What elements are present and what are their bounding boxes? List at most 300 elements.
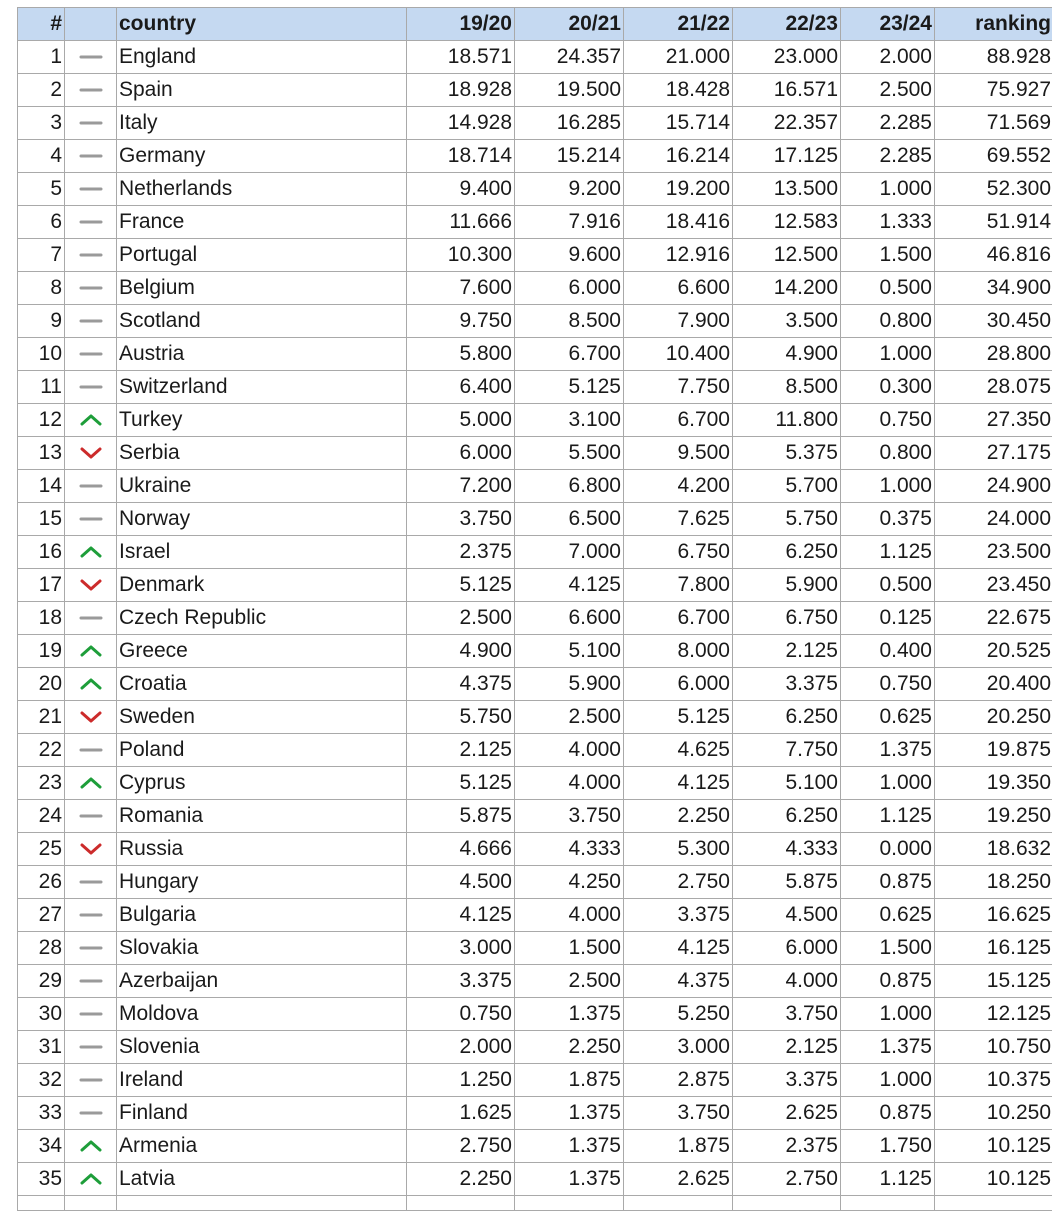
season-23-24-cell: 1.000 (841, 1064, 935, 1097)
season-23-24-cell: 1.500 (841, 239, 935, 272)
ranking-total-cell: 10.375 (935, 1064, 1052, 1097)
country-cell: Austria (117, 338, 407, 371)
season-22-23-cell: 12.583 (733, 206, 841, 239)
column-header-season-20-21[interactable]: 20/21 (515, 8, 624, 41)
season-19-20-cell: 1.625 (407, 1097, 515, 1130)
country-cell: Israel (117, 536, 407, 569)
season-19-20-cell: 5.800 (407, 338, 515, 371)
trend-cell (65, 569, 117, 602)
country-cell: Italy (117, 107, 407, 140)
trend-up-icon (79, 676, 103, 692)
trend-cell (65, 140, 117, 173)
position-cell: 23 (18, 767, 65, 800)
position-cell: 32 (18, 1064, 65, 1097)
season-20-21-cell: 15.214 (515, 140, 624, 173)
trend-same-icon (79, 742, 103, 758)
season-21-22-cell: 9.500 (624, 437, 733, 470)
trend-cell (65, 1163, 117, 1196)
season-21-22-cell: 6.600 (624, 272, 733, 305)
season-19-20-cell: 4.125 (407, 899, 515, 932)
season-20-21-cell: 6.800 (515, 470, 624, 503)
season-23-24-cell: 2.500 (841, 74, 935, 107)
season-20-21-cell: 3.750 (515, 800, 624, 833)
trend-up-icon (79, 544, 103, 560)
season-20-21-cell: 4.250 (515, 866, 624, 899)
season-21-22-cell: 6.700 (624, 602, 733, 635)
ranking-total-cell: 88.928 (935, 41, 1052, 74)
ranking-total-cell: 20.250 (935, 701, 1052, 734)
table-row[interactable] (18, 173, 1052, 206)
table-row[interactable] (18, 239, 1052, 272)
position-cell: 9 (18, 305, 65, 338)
trend-down-icon (79, 709, 103, 725)
uefa-country-ranking-table (17, 7, 1052, 1211)
ranking-total-cell: 27.350 (935, 404, 1052, 437)
column-header-trend[interactable] (65, 8, 117, 41)
country-cell: Serbia (117, 437, 407, 470)
season-22-23-cell: 8.500 (733, 371, 841, 404)
season-22-23-cell: 17.125 (733, 140, 841, 173)
table-row-partial (18, 1196, 1052, 1211)
season-23-24-cell: 1.000 (841, 338, 935, 371)
country-cell: Switzerland (117, 371, 407, 404)
season-22-23-cell: 2.375 (733, 1130, 841, 1163)
season-22-23-cell: 2.625 (733, 1097, 841, 1130)
table-row[interactable] (18, 1163, 1052, 1196)
season-19-20-cell: 14.928 (407, 107, 515, 140)
position-cell: 17 (18, 569, 65, 602)
ranking-total-cell: 71.569 (935, 107, 1052, 140)
season-20-21-cell: 6.500 (515, 503, 624, 536)
season-23-24-cell: 1.375 (841, 734, 935, 767)
season-21-22-cell: 16.214 (624, 140, 733, 173)
country-cell: Bulgaria (117, 899, 407, 932)
season-20-21-cell: 6.600 (515, 602, 624, 635)
season-22-23-cell: 12.500 (733, 239, 841, 272)
trend-same-icon (79, 940, 103, 956)
season-19-20-cell: 7.200 (407, 470, 515, 503)
position-cell: 1 (18, 41, 65, 74)
table-row[interactable] (18, 998, 1052, 1031)
country-cell: Finland (117, 1097, 407, 1130)
season-23-24-cell: 0.500 (841, 272, 935, 305)
season-23-24-cell: 0.875 (841, 1097, 935, 1130)
season-22-23-cell: 3.500 (733, 305, 841, 338)
table-row[interactable] (18, 140, 1052, 173)
season-22-23-cell: 2.750 (733, 1163, 841, 1196)
season-19-20-cell: 7.600 (407, 272, 515, 305)
country-cell: Germany (117, 140, 407, 173)
trend-cell (65, 602, 117, 635)
season-22-23-cell: 5.700 (733, 470, 841, 503)
season-21-22-cell: 7.900 (624, 305, 733, 338)
season-23-24-cell: 1.125 (841, 536, 935, 569)
trend-cell (65, 1064, 117, 1097)
table-row[interactable] (18, 404, 1052, 437)
season-20-21-cell: 2.500 (515, 965, 624, 998)
season-20-21-cell: 1.875 (515, 1064, 624, 1097)
position-cell: 19 (18, 635, 65, 668)
season-21-22-cell: 2.750 (624, 866, 733, 899)
season-21-22-cell: 3.000 (624, 1031, 733, 1064)
table-row[interactable] (18, 1130, 1052, 1163)
season-19-20-cell: 5.125 (407, 569, 515, 602)
season-22-23-cell: 4.500 (733, 899, 841, 932)
ranking-total-cell: 18.250 (935, 866, 1052, 899)
column-header-season-19-20[interactable]: 19/20 (407, 8, 515, 41)
season-20-21-cell: 3.100 (515, 404, 624, 437)
country-cell: Denmark (117, 569, 407, 602)
empty-cell (407, 1196, 515, 1211)
table-row[interactable] (18, 503, 1052, 536)
season-22-23-cell: 3.750 (733, 998, 841, 1031)
country-cell: Spain (117, 74, 407, 107)
season-20-21-cell: 4.000 (515, 734, 624, 767)
trend-same-icon (79, 610, 103, 626)
season-19-20-cell: 4.375 (407, 668, 515, 701)
column-header-season-21-22[interactable]: 21/22 (624, 8, 733, 41)
trend-cell (65, 503, 117, 536)
season-21-22-cell: 7.800 (624, 569, 733, 602)
trend-cell (65, 998, 117, 1031)
season-21-22-cell: 21.000 (624, 41, 733, 74)
season-21-22-cell: 7.625 (624, 503, 733, 536)
position-cell: 22 (18, 734, 65, 767)
season-23-24-cell: 2.285 (841, 140, 935, 173)
table-row[interactable] (18, 602, 1052, 635)
country-cell: Ukraine (117, 470, 407, 503)
season-22-23-cell: 22.357 (733, 107, 841, 140)
trend-down-icon (79, 577, 103, 593)
country-cell: Slovenia (117, 1031, 407, 1064)
trend-cell (65, 965, 117, 998)
season-20-21-cell: 9.600 (515, 239, 624, 272)
table-row[interactable] (18, 965, 1052, 998)
season-19-20-cell: 5.000 (407, 404, 515, 437)
season-20-21-cell: 7.916 (515, 206, 624, 239)
season-19-20-cell: 9.400 (407, 173, 515, 206)
position-cell: 4 (18, 140, 65, 173)
country-cell: Norway (117, 503, 407, 536)
season-20-21-cell: 1.500 (515, 932, 624, 965)
country-cell: Cyprus (117, 767, 407, 800)
trend-cell (65, 239, 117, 272)
position-cell: 15 (18, 503, 65, 536)
season-21-22-cell: 5.250 (624, 998, 733, 1031)
season-21-22-cell: 6.700 (624, 404, 733, 437)
season-19-20-cell: 3.750 (407, 503, 515, 536)
column-header-ranking[interactable]: ranking (935, 8, 1052, 41)
season-22-23-cell: 4.900 (733, 338, 841, 371)
country-cell: France (117, 206, 407, 239)
season-19-20-cell: 2.000 (407, 1031, 515, 1064)
season-22-23-cell: 6.250 (733, 800, 841, 833)
season-21-22-cell: 12.916 (624, 239, 733, 272)
season-22-23-cell: 5.900 (733, 569, 841, 602)
season-22-23-cell: 6.750 (733, 602, 841, 635)
ranking-total-cell: 34.900 (935, 272, 1052, 305)
ranking-total-cell: 46.816 (935, 239, 1052, 272)
trend-same-icon (79, 907, 103, 923)
country-cell: Croatia (117, 668, 407, 701)
table-row[interactable] (18, 206, 1052, 239)
ranking-total-cell: 10.750 (935, 1031, 1052, 1064)
position-cell: 26 (18, 866, 65, 899)
table-row[interactable] (18, 371, 1052, 404)
table-row[interactable] (18, 1097, 1052, 1130)
table-row[interactable] (18, 668, 1052, 701)
ranking-total-cell: 12.125 (935, 998, 1052, 1031)
position-cell: 7 (18, 239, 65, 272)
column-header-position[interactable]: # (18, 8, 65, 41)
trend-same-icon (79, 1006, 103, 1022)
trend-cell (65, 536, 117, 569)
position-cell: 34 (18, 1130, 65, 1163)
season-19-20-cell: 2.500 (407, 602, 515, 635)
season-23-24-cell: 0.125 (841, 602, 935, 635)
column-header-season-22-23[interactable]: 22/23 (733, 8, 841, 41)
ranking-total-cell: 75.927 (935, 74, 1052, 107)
season-22-23-cell: 23.000 (733, 41, 841, 74)
season-22-23-cell: 2.125 (733, 1031, 841, 1064)
season-19-20-cell: 5.125 (407, 767, 515, 800)
ranking-total-cell: 52.300 (935, 173, 1052, 206)
season-19-20-cell: 5.875 (407, 800, 515, 833)
season-21-22-cell: 8.000 (624, 635, 733, 668)
season-20-21-cell: 6.000 (515, 272, 624, 305)
column-header-season-23-24[interactable]: 23/24 (841, 8, 935, 41)
season-20-21-cell: 5.100 (515, 635, 624, 668)
season-21-22-cell: 1.875 (624, 1130, 733, 1163)
season-23-24-cell: 1.375 (841, 1031, 935, 1064)
ranking-total-cell: 10.125 (935, 1130, 1052, 1163)
season-20-21-cell: 7.000 (515, 536, 624, 569)
country-cell: Netherlands (117, 173, 407, 206)
season-21-22-cell: 10.400 (624, 338, 733, 371)
position-cell: 25 (18, 833, 65, 866)
table-row[interactable] (18, 536, 1052, 569)
trend-up-icon (79, 775, 103, 791)
empty-cell (841, 1196, 935, 1211)
country-cell: England (117, 41, 407, 74)
position-cell: 3 (18, 107, 65, 140)
ranking-total-cell: 19.875 (935, 734, 1052, 767)
season-19-20-cell: 2.375 (407, 536, 515, 569)
table-row[interactable] (18, 767, 1052, 800)
table-row[interactable] (18, 338, 1052, 371)
table-row[interactable] (18, 734, 1052, 767)
season-20-21-cell: 1.375 (515, 1130, 624, 1163)
trend-same-icon (79, 280, 103, 296)
trend-same-icon (79, 874, 103, 890)
table-row[interactable] (18, 899, 1052, 932)
trend-same-icon (79, 1039, 103, 1055)
season-20-21-cell: 5.125 (515, 371, 624, 404)
country-cell: Czech Republic (117, 602, 407, 635)
season-23-24-cell: 0.300 (841, 371, 935, 404)
empty-cell (18, 1196, 65, 1211)
ranking-total-cell: 15.125 (935, 965, 1052, 998)
trend-cell (65, 107, 117, 140)
position-cell: 11 (18, 371, 65, 404)
ranking-total-cell: 23.450 (935, 569, 1052, 602)
position-cell: 20 (18, 668, 65, 701)
position-cell: 30 (18, 998, 65, 1031)
trend-cell (65, 1097, 117, 1130)
table-row[interactable] (18, 701, 1052, 734)
season-21-22-cell: 4.625 (624, 734, 733, 767)
table-row[interactable] (18, 437, 1052, 470)
trend-up-icon (79, 412, 103, 428)
country-cell: Azerbaijan (117, 965, 407, 998)
trend-same-icon (79, 82, 103, 98)
ranking-total-cell: 19.350 (935, 767, 1052, 800)
season-22-23-cell: 4.333 (733, 833, 841, 866)
country-cell: Moldova (117, 998, 407, 1031)
season-20-21-cell: 5.900 (515, 668, 624, 701)
season-21-22-cell: 18.416 (624, 206, 733, 239)
trend-same-icon (79, 808, 103, 824)
season-21-22-cell: 3.375 (624, 899, 733, 932)
table-row[interactable] (18, 833, 1052, 866)
trend-cell (65, 866, 117, 899)
trend-cell (65, 932, 117, 965)
country-cell: Romania (117, 800, 407, 833)
season-20-21-cell: 16.285 (515, 107, 624, 140)
country-cell: Slovakia (117, 932, 407, 965)
season-23-24-cell: 0.875 (841, 866, 935, 899)
trend-cell (65, 767, 117, 800)
position-cell: 31 (18, 1031, 65, 1064)
season-21-22-cell: 2.625 (624, 1163, 733, 1196)
season-19-20-cell: 2.750 (407, 1130, 515, 1163)
ranking-total-cell: 22.675 (935, 602, 1052, 635)
table-row[interactable] (18, 305, 1052, 338)
trend-same-icon (79, 379, 103, 395)
trend-same-icon (79, 247, 103, 263)
country-cell: Sweden (117, 701, 407, 734)
season-20-21-cell: 24.357 (515, 41, 624, 74)
season-21-22-cell: 4.125 (624, 767, 733, 800)
table-row[interactable] (18, 107, 1052, 140)
table-row[interactable] (18, 1031, 1052, 1064)
season-22-23-cell: 4.000 (733, 965, 841, 998)
trend-cell (65, 437, 117, 470)
season-23-24-cell: 1.125 (841, 800, 935, 833)
season-19-20-cell: 6.000 (407, 437, 515, 470)
position-cell: 2 (18, 74, 65, 107)
season-21-22-cell: 6.750 (624, 536, 733, 569)
season-22-23-cell: 7.750 (733, 734, 841, 767)
position-cell: 35 (18, 1163, 65, 1196)
season-21-22-cell: 7.750 (624, 371, 733, 404)
season-22-23-cell: 3.375 (733, 668, 841, 701)
season-23-24-cell: 0.800 (841, 437, 935, 470)
position-cell: 8 (18, 272, 65, 305)
position-cell: 6 (18, 206, 65, 239)
season-23-24-cell: 1.500 (841, 932, 935, 965)
position-cell: 13 (18, 437, 65, 470)
season-19-20-cell: 4.666 (407, 833, 515, 866)
country-cell: Armenia (117, 1130, 407, 1163)
header-row (18, 8, 1052, 41)
table-row[interactable] (18, 932, 1052, 965)
trend-cell (65, 668, 117, 701)
trend-same-icon (79, 1105, 103, 1121)
country-cell: Portugal (117, 239, 407, 272)
position-cell: 29 (18, 965, 65, 998)
table-row[interactable] (18, 569, 1052, 602)
season-19-20-cell: 0.750 (407, 998, 515, 1031)
ranking-total-cell: 28.075 (935, 371, 1052, 404)
season-23-24-cell: 0.750 (841, 668, 935, 701)
table-row[interactable] (18, 800, 1052, 833)
season-22-23-cell: 11.800 (733, 404, 841, 437)
season-23-24-cell: 1.750 (841, 1130, 935, 1163)
column-header-country[interactable]: country (117, 8, 407, 41)
table-row[interactable] (18, 635, 1052, 668)
empty-cell (117, 1196, 407, 1211)
trend-same-icon (79, 181, 103, 197)
empty-cell (624, 1196, 733, 1211)
season-23-24-cell: 0.400 (841, 635, 935, 668)
season-21-22-cell: 18.428 (624, 74, 733, 107)
position-cell: 33 (18, 1097, 65, 1130)
season-20-21-cell: 1.375 (515, 1097, 624, 1130)
ranking-total-cell: 19.250 (935, 800, 1052, 833)
season-22-23-cell: 6.250 (733, 536, 841, 569)
trend-cell (65, 833, 117, 866)
season-20-21-cell: 5.500 (515, 437, 624, 470)
table-row[interactable] (18, 41, 1052, 74)
trend-up-icon (79, 643, 103, 659)
season-19-20-cell: 2.125 (407, 734, 515, 767)
season-23-24-cell: 0.500 (841, 569, 935, 602)
ranking-total-cell: 23.500 (935, 536, 1052, 569)
ranking-total-cell: 27.175 (935, 437, 1052, 470)
season-19-20-cell: 18.928 (407, 74, 515, 107)
season-22-23-cell: 6.250 (733, 701, 841, 734)
trend-cell (65, 800, 117, 833)
season-20-21-cell: 1.375 (515, 998, 624, 1031)
country-cell: Russia (117, 833, 407, 866)
season-19-20-cell: 3.000 (407, 932, 515, 965)
position-cell: 24 (18, 800, 65, 833)
country-cell: Ireland (117, 1064, 407, 1097)
table-row[interactable] (18, 74, 1052, 107)
season-21-22-cell: 4.375 (624, 965, 733, 998)
season-23-24-cell: 0.750 (841, 404, 935, 437)
season-22-23-cell: 16.571 (733, 74, 841, 107)
season-21-22-cell: 4.200 (624, 470, 733, 503)
position-cell: 21 (18, 701, 65, 734)
trend-down-icon (79, 841, 103, 857)
season-23-24-cell: 0.875 (841, 965, 935, 998)
season-23-24-cell: 0.625 (841, 701, 935, 734)
table-row[interactable] (18, 1064, 1052, 1097)
ranking-total-cell: 18.632 (935, 833, 1052, 866)
season-22-23-cell: 13.500 (733, 173, 841, 206)
season-21-22-cell: 5.300 (624, 833, 733, 866)
table-row[interactable] (18, 272, 1052, 305)
table-row[interactable] (18, 470, 1052, 503)
trend-same-icon (79, 1072, 103, 1088)
season-23-24-cell: 1.000 (841, 998, 935, 1031)
ranking-total-cell: 24.900 (935, 470, 1052, 503)
table-row[interactable] (18, 866, 1052, 899)
season-19-20-cell: 18.714 (407, 140, 515, 173)
trend-cell (65, 371, 117, 404)
